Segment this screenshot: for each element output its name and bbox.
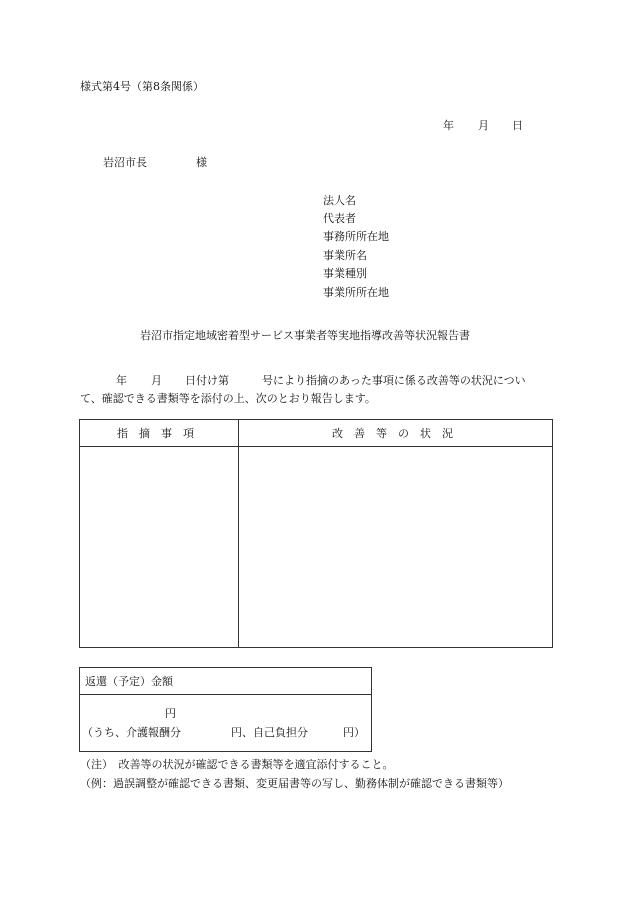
body-year: 年: [116, 374, 127, 387]
field-business-type: 事業種別: [323, 267, 367, 280]
refund-breakdown-start: （うち、介護報酬分: [82, 726, 181, 739]
addressee-honorific: 様: [196, 156, 207, 169]
field-facility-name: 事業所名: [323, 249, 367, 262]
body-line1-rest: 号により指摘のあった事項に係る改善等の状況につい: [262, 374, 526, 387]
date-day: 日: [512, 119, 523, 132]
col-header-findings: 指 摘 事 項: [117, 427, 194, 440]
field-corporation-name: 法人名: [323, 194, 356, 207]
body-month: 月: [151, 374, 162, 387]
field-office-address: 事務所所在地: [323, 230, 389, 243]
findings-table-column-divider: [238, 419, 239, 648]
field-representative: 代表者: [323, 212, 356, 225]
date-month: 月: [478, 119, 489, 132]
refund-header: 返還（予定）金額: [85, 675, 173, 688]
example-text: （例：過誤調整が確認できる書類、変更届書等の写し、勤務体制が確認できる書類等）: [80, 777, 509, 790]
refund-yen: 円: [165, 707, 176, 720]
refund-breakdown-mid: 円、自己負担分: [231, 726, 308, 739]
col-header-improvement-status: 改 善 等 の 状 況: [332, 427, 453, 440]
body-line2: て、確認できる書類等を添付の上、次のとおり報告します。: [80, 392, 376, 405]
field-facility-address: 事業所所在地: [323, 286, 389, 299]
refund-breakdown-end: 円）: [343, 726, 365, 739]
note-text: （注） 改善等の状況が確認できる書類等を適宜添付すること。: [80, 758, 394, 771]
document-title: 岩沼市指定地域密着型サービス事業者等実地指導改善等状況報告書: [140, 329, 470, 342]
addressee-name: 岩沼市長: [103, 156, 147, 169]
findings-table: [79, 419, 553, 648]
form-number: 様式第4号（第8条関係）: [80, 80, 204, 93]
refund-box-divider: [79, 694, 372, 695]
body-dated-no: 日付け第: [185, 374, 229, 387]
date-year: 年: [443, 119, 454, 132]
findings-table-header-divider: [79, 446, 553, 447]
